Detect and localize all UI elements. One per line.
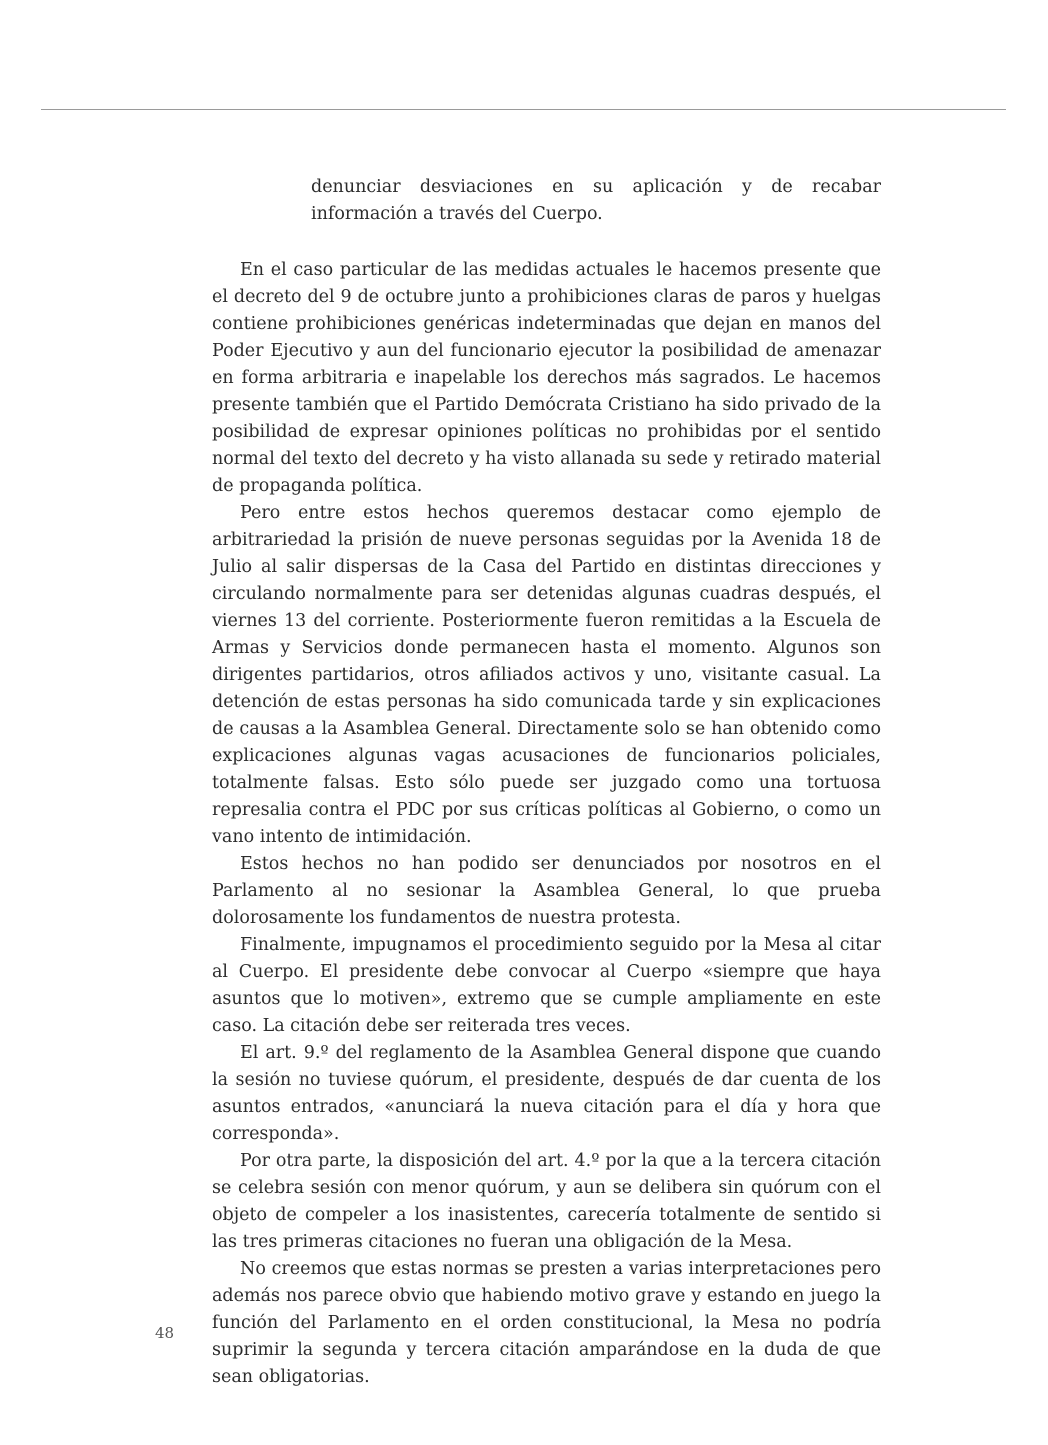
paragraph: Estos hechos no han podido ser denunciados por nosotros en el Parlamento al no sesionar la Asamblea General, lo que prueba dolorosamente los fundamentos de nuestra protesta. bbox=[212, 854, 881, 928]
paragraph: El art. 9.º del reglamento de la Asamblea General dispone que cuando la sesión no tuviese quórum, el presidente, después de dar cuenta de los asuntos entrados, «anunciará la nueva citación para el día y hora que corresponda». bbox=[212, 1043, 881, 1144]
paragraph: En el caso particular de las medidas actuales le hacemos presente que el decreto del 9 de octubre junto a prohibiciones claras de paros y huelgas contiene prohibiciones genéricas indeterminadas que dejan en manos del Poder Ejecutivo y aun del funcionario ejecutor la posibilidad de amenazar en forma arbitraria e inapelable los derechos más sagrados. Le hacemos presente también que el Partido Demócrata Cristiano ha sido privado de la posibilidad de expresar opiniones políticas no prohibidas por el sentido normal del texto del decreto y ha visto allanada su sede y retirado material de propaganda política. bbox=[212, 260, 881, 496]
header-rule bbox=[41, 109, 1006, 110]
paragraph: Por otra parte, la disposición del art. 4.º por la que a la tercera citación se celebra sesión con menor quórum, y aun se delibera sin quórum con el objeto de compeler a los inasistentes, carecería totalmente de sentido si las tres primeras citaciones no fueran una obligación de la Mesa. bbox=[212, 1151, 881, 1252]
quote-continuation: denunciar desviaciones en su aplicación y de recabar información a través del Cuerpo. bbox=[311, 177, 881, 224]
page-number: 48 bbox=[155, 1324, 175, 1342]
body-text bbox=[212, 257, 881, 1391]
page-body bbox=[212, 174, 881, 1391]
paragraph: Pero entre estos hechos queremos destacar como ejemplo de arbitrariedad la prisión de nueve personas seguidas por la Avenida 18 de Julio al salir dispersas de la Casa del Partido en distintas direcciones y circulando normalmente para ser detenidas algunas cuadras después, el viernes 13 del corriente. Posteriormente fueron remitidas a la Escuela de Armas y Servicios donde permanecen hasta el momento. Algunos son dirigentes partidarios, otros afiliados activos y uno, visitante casual. La detención de estas personas ha sido comunicada tarde y sin explicaciones de causas a la Asamblea General. Directamente solo se han obtenido como explicaciones algunas vagas acusaciones de funcionarios policiales, totalmente falsas. Esto sólo puede ser juzgado como una tortuosa represalia contra el PDC por sus críticas políticas al Gobierno, o como un vano intento de intimidación. bbox=[212, 503, 881, 847]
paragraph: No creemos que estas normas se presten a varias interpretaciones pero además nos parece obvio que habiendo motivo grave y estando en juego la función del Parlamento en el orden constitucional, la Mesa no podría suprimir la segunda y tercera citación amparándose en la duda de que sean obligatorias. bbox=[212, 1259, 881, 1387]
paragraph: Finalmente, impugnamos el procedimiento seguido por la Mesa al citar al Cuerpo. El presidente debe convocar al Cuerpo «siempre que haya asuntos que lo motiven», extremo que se cumple ampliamente en este caso. La citación debe ser reiterada tres veces. bbox=[212, 935, 881, 1036]
